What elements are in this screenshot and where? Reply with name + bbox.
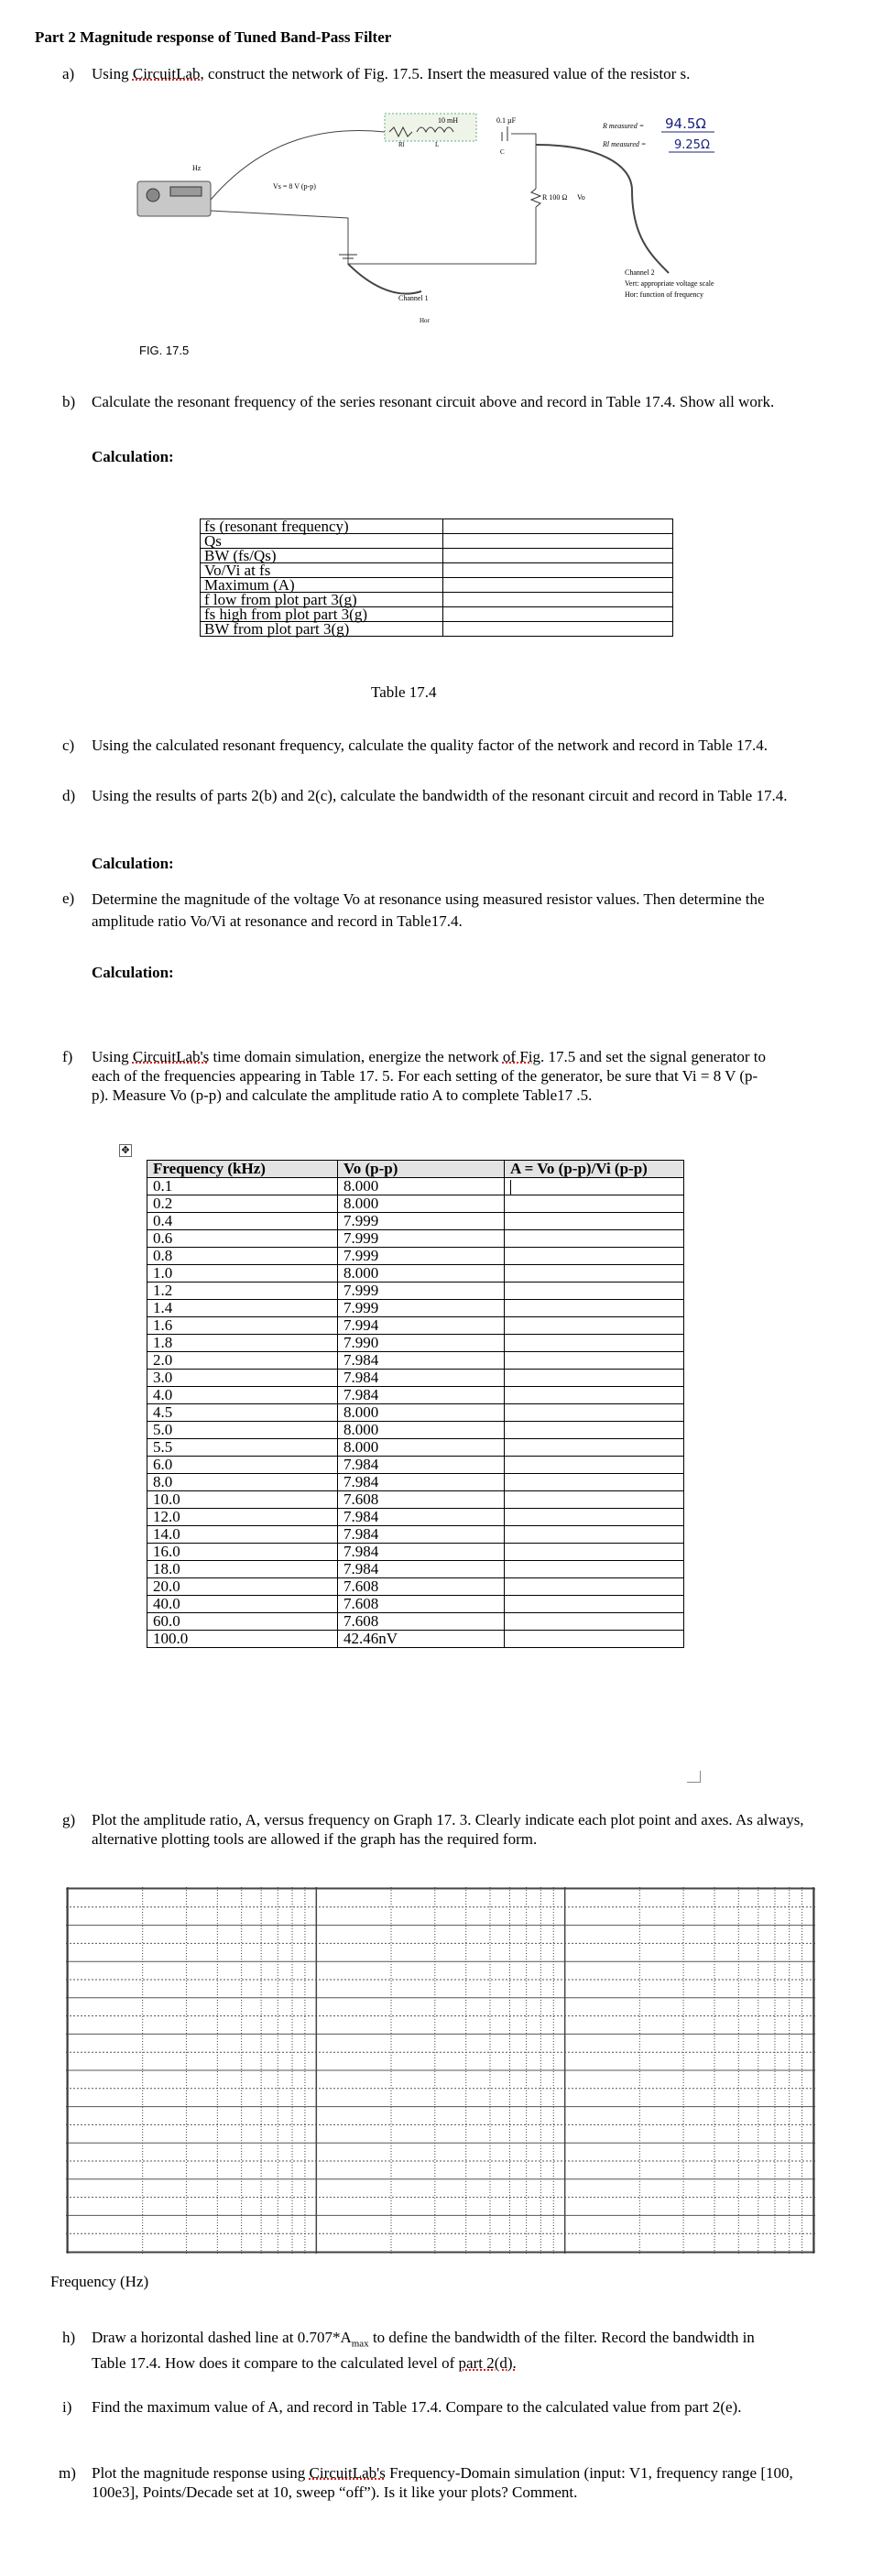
item-marker-b: b)	[62, 393, 76, 410]
amplitude-cell[interactable]	[505, 1283, 684, 1300]
item-e-text: Determine the magnitude of the voltage Vo at resonance using measured resistor values. Then determine the amplitude ratio Vo/Vi at resonance and record in Table17.4.	[92, 890, 765, 930]
table-row: 0.4 7.999	[147, 1213, 684, 1230]
table-row: 40.0 7.608	[147, 1596, 684, 1613]
circuitlab-link-m[interactable]: CircuitLab's	[309, 2464, 386, 2482]
table-row: 16.0 7.984	[147, 1544, 684, 1561]
table-row: BW (fs/Qs)	[201, 549, 673, 563]
amplitude-cell[interactable]	[505, 1317, 684, 1335]
calculation-label-b: Calculation:	[92, 448, 174, 465]
rm2-label: Rl measured =	[603, 140, 647, 148]
table-move-handle-icon[interactable]: ✥	[119, 1144, 132, 1157]
item-d-text: Using the results of parts 2(b) and 2(c), calculate the bandwidth of the resonant circuit and record in Table 17.4.	[92, 787, 788, 804]
table-row: 8.0 7.984	[147, 1474, 684, 1491]
table-row: 0.8 7.999	[147, 1248, 684, 1265]
amplitude-cell[interactable]	[505, 1300, 684, 1317]
table-row: 4.5 8.000	[147, 1404, 684, 1422]
item-marker-f: f)	[62, 1048, 73, 1065]
amplitude-cell[interactable]	[505, 1509, 684, 1526]
item-i-text: Find the maximum value of A, and record in Table 17.4. Compare to the calculated value from part 2(e).	[92, 2398, 742, 2416]
item-marker-i: i)	[62, 2398, 72, 2416]
table-resize-handle[interactable]	[687, 1771, 701, 1783]
table-row: 20.0 7.608	[147, 1578, 684, 1596]
rm2-value: 9.25Ω	[674, 138, 710, 152]
item-marker-a: a)	[62, 65, 75, 82]
c-value-label: 0.1 µF	[496, 116, 517, 125]
item-marker-c: c)	[62, 737, 75, 754]
circuitlab-link-a[interactable]: CircuitLab	[132, 65, 201, 82]
calculation-label-e: Calculation:	[92, 964, 174, 981]
item-marker-m: m)	[59, 2464, 76, 2482]
table-row: BW from plot part 3(g)	[201, 622, 673, 637]
r100-label: R 100 Ω	[542, 193, 568, 202]
amplitude-cell[interactable]	[505, 1474, 684, 1491]
table-row: 1.8 7.990	[147, 1335, 684, 1352]
amplitude-cell[interactable]	[505, 1631, 684, 1648]
amplitude-cell[interactable]	[505, 1544, 684, 1561]
table-row: 4.0 7.984	[147, 1387, 684, 1404]
amplitude-cell[interactable]	[505, 1352, 684, 1370]
amplitude-cell[interactable]	[505, 1578, 684, 1596]
item-marker-d: d)	[62, 787, 76, 804]
table-row: 5.0 8.000	[147, 1422, 684, 1439]
text-cursor	[510, 1180, 511, 1195]
item-marker-g: g)	[62, 1811, 76, 1828]
rl-label: Rl	[398, 141, 405, 148]
graph-x-label: Frequency (Hz)	[50, 2273, 149, 2290]
gen-label: Hz	[192, 164, 202, 172]
rm1-label: R measured =	[603, 122, 645, 130]
calculation-label-d: Calculation:	[92, 855, 174, 872]
item-f-text: Using CircuitLab's time domain simulation, energize the network of Fig. 17.5 and set the signal generator to each of the frequencies appearing in Table 17. 5. For each setting of the generator, be sure that Vi = 8 V (p-p). Measure Vo (p-p) and calculate the amplitude ratio A to complete Table17 .5.	[92, 1048, 766, 1104]
channel2-vert: Vert: appropriate voltage scale	[625, 279, 714, 288]
table-row: 18.0 7.984	[147, 1561, 684, 1578]
amplitude-cell[interactable]	[505, 1526, 684, 1544]
table-row: 1.4 7.999	[147, 1300, 684, 1317]
amplitude-cell[interactable]	[505, 1335, 684, 1352]
table-row: fs (resonant frequency)	[201, 519, 673, 534]
table-row: 1.6 7.994	[147, 1317, 684, 1335]
amplitude-cell[interactable]	[505, 1195, 684, 1213]
item-marker-h: h)	[62, 2329, 76, 2346]
table-row: 10.0 7.608	[147, 1491, 684, 1509]
amplitude-cell[interactable]	[505, 1213, 684, 1230]
table-row: 0.6 7.999	[147, 1230, 684, 1248]
amplitude-cell[interactable]	[505, 1230, 684, 1248]
channel2-label: Channel 2	[625, 268, 655, 277]
table-row: 14.0 7.984	[147, 1526, 684, 1544]
table-row: f low from plot part 3(g)	[201, 593, 673, 607]
channel1-sub: Hor	[420, 317, 430, 324]
amplitude-cell[interactable]	[505, 1404, 684, 1422]
circuitlab-link-f[interactable]: CircuitLab's	[132, 1048, 210, 1065]
amplitude-cell[interactable]	[505, 1561, 684, 1578]
amplitude-cell[interactable]	[505, 1457, 684, 1474]
vs-label: Vs = 8 V (p-p)	[273, 182, 316, 191]
vo-label: Vo	[577, 193, 585, 202]
table-row: 100.0 42.46nV	[147, 1631, 684, 1648]
table-row: Qs	[201, 534, 673, 549]
amplitude-cell[interactable]	[505, 1491, 684, 1509]
table-row: 1.2 7.999	[147, 1283, 684, 1300]
l-value-label: 10 mH	[438, 116, 458, 125]
results-table	[200, 518, 673, 637]
amplitude-cell[interactable]	[505, 1613, 684, 1631]
channel1-label: Channel 1	[398, 294, 429, 302]
table-row: fs high from plot part 3(g)	[201, 607, 673, 622]
frequency-table	[147, 1160, 684, 1648]
amplitude-cell[interactable]	[505, 1248, 684, 1265]
item-c-text: Using the calculated resonant frequency, calculate the quality factor of the network and record in Table 17.4.	[92, 737, 769, 754]
channel2-hor: Hor: function of frequency	[625, 290, 703, 299]
item-b-text: Calculate the resonant frequency of the series resonant circuit above and record in Table 17.4. Show all work.	[92, 393, 775, 410]
graph-17-3-grid	[66, 1887, 815, 2254]
rm1-value: 94.5Ω	[665, 115, 706, 132]
signal-generator	[137, 181, 211, 216]
figure-caption: FIG. 17.5	[139, 344, 190, 357]
table-row: 60.0 7.608	[147, 1613, 684, 1631]
table-row: 5.5 8.000	[147, 1439, 684, 1457]
part-heading: Part 2 Magnitude response of Tuned Band-Pass Filter	[35, 28, 392, 46]
table-row: Maximum (A)	[201, 578, 673, 593]
table-row: 6.0 7.984	[147, 1457, 684, 1474]
amplitude-cell[interactable]	[505, 1370, 684, 1387]
item-h-text: Draw a horizontal dashed line at $0.707*A_{max}$ to define the bandwidth of the filter. Record the bandwidth in Table 17.4. How does it compare to the calculated level of part 2(d).	[92, 2329, 755, 2373]
amplitude-cell[interactable]	[505, 1596, 684, 1613]
amplitude-cell[interactable]	[505, 1422, 684, 1439]
table-row: 2.0 7.984	[147, 1352, 684, 1370]
results-table-caption: Table 17.4	[371, 683, 437, 701]
table-row: 0.1 8.000	[147, 1178, 684, 1195]
item-marker-e: e)	[62, 890, 75, 907]
table-header-row: Frequency (kHz) Vo (p-p) A = Vo (p-p)/Vi (p-p)	[147, 1161, 684, 1178]
l-sym-label: L	[435, 141, 440, 148]
amplitude-cell[interactable]	[505, 1265, 684, 1283]
amplitude-cell[interactable]	[505, 1178, 684, 1195]
figure-17-5	[119, 108, 815, 337]
amplitude-cell[interactable]	[505, 1439, 684, 1457]
table-row: 12.0 7.984	[147, 1509, 684, 1526]
table-row: 0.2 8.000	[147, 1195, 684, 1213]
amplitude-cell[interactable]	[505, 1387, 684, 1404]
table-row: 1.0 8.000	[147, 1265, 684, 1283]
item-m-text: Plot the magnitude response using CircuitLab's Frequency-Domain simulation (input: V1, frequency range [100, 100e3], Points/Decade set at 10, sweep “off”). Is it like your plots? Comment.	[92, 2464, 793, 2501]
item-g-text: Plot the amplitude ratio, A, versus frequency on Graph 17. 3. Clearly indicate each plot point and axes. As always, alternative plotting tools are allowed if the graph has the required form.	[92, 1811, 804, 1848]
table-row: Vo/Vi at fs	[201, 563, 673, 578]
c-sym-label: C	[500, 148, 505, 156]
table-row: 3.0 7.984	[147, 1370, 684, 1387]
item-a-text: Using CircuitLab, construct the network of Fig. 17.5. Insert the measured value of the resistor s.	[92, 65, 691, 82]
